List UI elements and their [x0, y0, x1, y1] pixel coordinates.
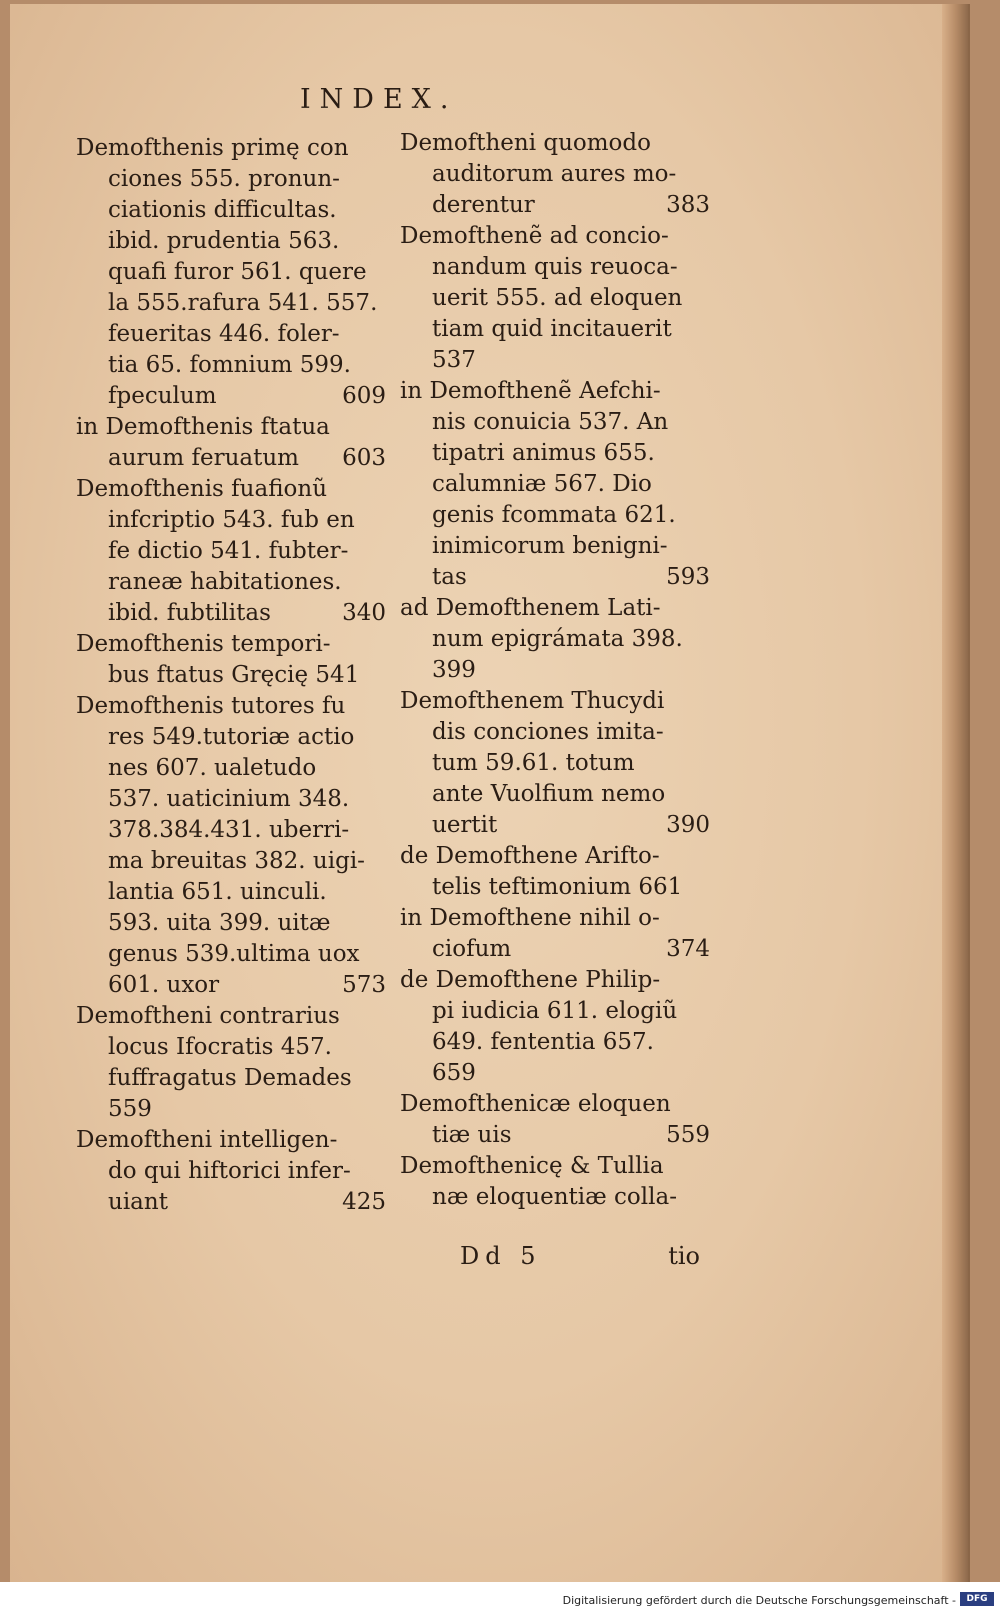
dfg-logo: DFG — [960, 1592, 994, 1606]
page-header: INDEX. — [300, 84, 458, 115]
index-line — [400, 810, 710, 841]
index-column-left — [76, 133, 386, 1218]
index-line — [400, 841, 710, 872]
index-line — [76, 536, 386, 567]
index-line — [76, 319, 386, 350]
index-line — [400, 686, 710, 717]
index-line — [76, 815, 386, 846]
catchword: tio — [668, 1242, 700, 1270]
index-line-text: tas — [432, 564, 467, 590]
index-line-text: calumniæ 567. Dio — [432, 471, 652, 497]
index-line — [400, 1027, 710, 1058]
index-line — [76, 381, 386, 412]
index-line — [400, 1182, 710, 1213]
index-line — [76, 195, 386, 226]
index-line-text: ciofum — [432, 936, 512, 962]
signature-line — [460, 1242, 700, 1270]
page-number: 603 — [342, 445, 386, 471]
index-line-text: tipatri animus 655. — [432, 440, 655, 466]
index-line — [400, 934, 710, 965]
index-line — [76, 908, 386, 939]
index-line-text: feueritas 446. foler- — [108, 321, 340, 347]
index-line — [76, 350, 386, 381]
index-line-text: infcriptio 543. fub en — [108, 507, 355, 533]
index-line — [76, 598, 386, 629]
index-line — [400, 593, 710, 624]
index-line — [76, 164, 386, 195]
index-line-text: locus Ifocratis 457. — [108, 1034, 332, 1060]
index-line — [76, 1125, 386, 1156]
index-line-text: de Demofthene Arifto- — [400, 843, 660, 869]
index-line-text: 659 — [432, 1060, 476, 1086]
index-line — [76, 722, 386, 753]
index-line-text: auditorum aures mo- — [432, 161, 677, 187]
index-line — [400, 469, 710, 500]
index-line-text: 378.384.431. uberri- — [108, 817, 350, 843]
index-line-text: tiæ uis — [432, 1122, 512, 1148]
index-line — [400, 159, 710, 190]
index-line — [76, 1187, 386, 1218]
index-line — [400, 655, 710, 686]
index-line — [400, 1089, 710, 1120]
index-line — [400, 314, 710, 345]
index-line — [76, 412, 386, 443]
index-line-text: ante Vuolfium nemo — [432, 781, 666, 807]
index-line — [76, 970, 386, 1001]
index-line-text: uertit — [432, 812, 498, 838]
signature-mark: Dd 5 — [460, 1242, 542, 1270]
index-line — [400, 438, 710, 469]
index-line-text: do qui hiftorici infer- — [108, 1158, 351, 1184]
index-line — [400, 779, 710, 810]
index-line-text: telis teftimonium 661 — [432, 874, 683, 900]
index-line — [76, 1001, 386, 1032]
index-line — [76, 753, 386, 784]
index-line-text: quafi furor 561. quere — [108, 259, 367, 285]
index-line-text: ciones 555. pronun- — [108, 166, 340, 192]
index-line-text: uerit 555. ad eloquen — [432, 285, 683, 311]
page-number: 573 — [342, 972, 386, 998]
index-line — [76, 629, 386, 660]
index-line-text: fe dictio 541. fubter- — [108, 538, 349, 564]
index-line-text: Demofthenẽ ad concio- — [400, 223, 669, 249]
index-line-text: Demofthenis fuafionũ — [76, 476, 328, 502]
index-line — [400, 624, 710, 655]
page-number: 374 — [666, 936, 710, 962]
index-line — [400, 996, 710, 1027]
index-line-text: raneæ habitationes. — [108, 569, 342, 595]
index-line — [76, 877, 386, 908]
index-line — [76, 288, 386, 319]
index-line — [400, 190, 710, 221]
index-line-text: la 555.rafura 541. 557. — [108, 290, 378, 316]
index-line — [400, 531, 710, 562]
index-line-text: genis fcommata 621. — [432, 502, 676, 528]
index-line-text: tiam quid incitauerit — [432, 316, 672, 342]
index-column-right — [400, 128, 710, 1213]
index-line-text: res 549.tutoriæ actio — [108, 724, 355, 750]
index-line-text: genus 539.ultima uox — [108, 941, 360, 967]
index-line — [76, 1032, 386, 1063]
index-line — [400, 965, 710, 996]
index-line — [76, 1156, 386, 1187]
index-line-text: Demoftheni quomodo — [400, 130, 651, 156]
index-line — [400, 1151, 710, 1182]
page-number: 383 — [666, 192, 710, 218]
index-line-text: 649. fententia 657. — [432, 1029, 654, 1055]
footer-credit: Digitalisierung gefördert durch die Deutsche Forschungsgemeinschaft - — [562, 1594, 956, 1607]
index-line-text: dis conciones imita- — [432, 719, 664, 745]
index-line — [400, 283, 710, 314]
index-line-text: Demofthenis tutores fu — [76, 693, 346, 719]
index-line-text: bus ftatus Gręcię 541 — [108, 662, 360, 688]
index-line-text: 537. uaticinium 348. — [108, 786, 350, 812]
footer — [0, 1590, 1000, 1616]
page-number: 340 — [342, 600, 386, 626]
index-line-text: uiant — [108, 1189, 168, 1215]
index-line — [76, 691, 386, 722]
index-line — [400, 221, 710, 252]
index-line-text: 399 — [432, 657, 476, 683]
index-line-text: nis conuicia 537. An — [432, 409, 669, 435]
index-line — [400, 872, 710, 903]
index-line — [76, 784, 386, 815]
index-line — [76, 567, 386, 598]
index-line — [400, 500, 710, 531]
page-edge — [942, 4, 968, 1582]
index-line-text: ciationis difficultas. — [108, 197, 337, 223]
index-line-text: næ eloquentiæ colla- — [432, 1184, 677, 1210]
index-line-text: derentur — [432, 192, 535, 218]
index-line — [76, 660, 386, 691]
index-line-text: 601. uxor — [108, 972, 220, 998]
page-number: 390 — [666, 812, 710, 838]
index-line — [76, 443, 386, 474]
index-line-text: de Demofthene Philip- — [400, 967, 661, 993]
index-line — [400, 128, 710, 159]
page-number: 425 — [342, 1189, 386, 1215]
page-number: 593 — [666, 564, 710, 590]
index-line — [400, 717, 710, 748]
index-line-text: 593. uita 399. uitæ — [108, 910, 331, 936]
index-line-text: in Demofthenẽ Aefchi- — [400, 378, 661, 404]
index-line — [76, 226, 386, 257]
index-line-text: aurum feruatum — [108, 445, 299, 471]
index-line-text: Demoftheni intelligen- — [76, 1127, 338, 1153]
index-line — [400, 1058, 710, 1089]
index-line — [76, 474, 386, 505]
index-line — [400, 1120, 710, 1151]
index-line-text: in Demofthene nihil o- — [400, 905, 660, 931]
index-line-text: Demofthenicę & Tullia — [400, 1153, 664, 1179]
index-line — [76, 846, 386, 877]
index-line — [400, 748, 710, 779]
index-line-text: 537 — [432, 347, 476, 373]
index-line — [400, 903, 710, 934]
index-line-text: ad Demofthenem Lati- — [400, 595, 661, 621]
index-line-text: fuffragatus Demades — [108, 1065, 352, 1091]
index-line — [400, 407, 710, 438]
index-line — [76, 505, 386, 536]
index-line-text: 559 — [108, 1096, 152, 1122]
index-line — [76, 1094, 386, 1125]
index-line-text: in Demofthenis ftatua — [76, 414, 330, 440]
index-line-text: nes 607. ualetudo — [108, 755, 317, 781]
index-line — [76, 939, 386, 970]
index-line — [400, 376, 710, 407]
index-line-text: fpeculum — [108, 383, 217, 409]
index-line-text: lantia 651. uinculi. — [108, 879, 327, 905]
index-line — [400, 252, 710, 283]
index-line-text: tum 59.61. totum — [432, 750, 635, 776]
index-line-text: ibid. fubtilitas — [108, 600, 271, 626]
index-line-text: nandum quis reuoca- — [432, 254, 678, 280]
index-line-text: pi iudicia 611. elogiũ — [432, 998, 678, 1024]
index-line-text: Demofthenicæ eloquen — [400, 1091, 671, 1117]
index-line-text: Demofthenis primę con — [76, 135, 349, 161]
index-line-text: Demoftheni contrarius — [76, 1003, 340, 1029]
index-line-text: Demofthenis tempori- — [76, 631, 331, 657]
index-line — [76, 133, 386, 164]
page-number: 559 — [666, 1122, 710, 1148]
index-line-text: ma breuitas 382. uigi- — [108, 848, 365, 874]
index-line-text: tia 65. fomnium 599. — [108, 352, 351, 378]
index-line — [76, 257, 386, 288]
index-line-text: ibid. prudentia 563. — [108, 228, 340, 254]
index-line-text: inimicorum benigni- — [432, 533, 668, 559]
index-line-text: Demofthenem Thucydi — [400, 688, 665, 714]
index-line — [76, 1063, 386, 1094]
page-number: 609 — [342, 383, 386, 409]
index-line — [400, 345, 710, 376]
index-line-text: num epigrámata 398. — [432, 626, 683, 652]
index-line — [400, 562, 710, 593]
